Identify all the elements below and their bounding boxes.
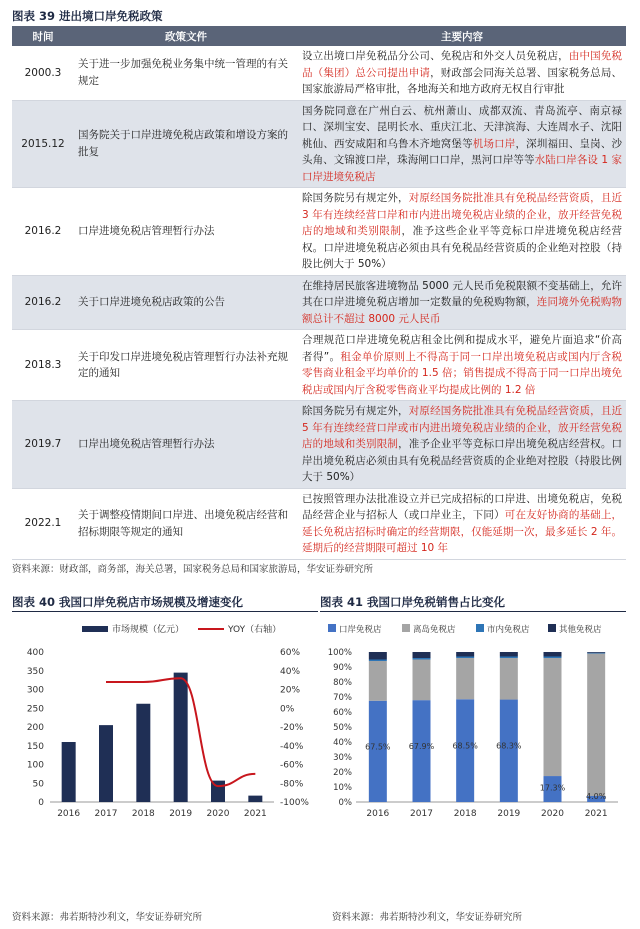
chart-40-source: 资料来源：弗若斯特沙利文，华安证券研究所 xyxy=(12,912,203,923)
content-text: ，深圳福田、皇岗、沙头角、文锦渡口岸，珠海闸口口岸，黑河口岸等等 xyxy=(302,137,623,166)
content-text: 设立出境口岸免税品分公司、免税店和外交人员免税店， xyxy=(302,50,569,62)
legend-label-line: YOY（右轴） xyxy=(228,624,282,635)
content-text: 国务院同意在广州白云、杭州萧山、成都双流、青岛流亭、南京禄口、深圳宝安、昆明长水、重庆江北、天津滨海、大连周水子、沈阳桃仙、西安咸阳和乌鲁木齐地窝堡等 xyxy=(302,104,622,150)
x-tick-label: 2019 xyxy=(169,808,193,819)
row-content xyxy=(298,401,626,489)
row-policy-doc: 关于调整疫情期间口岸进、出境免税店经营和招标期限等规定的通知 xyxy=(74,488,298,559)
highlight-text: 对原经国务院批准具有免税品经营资质，且近 3 年有连续经营口岸和市内进出境免税店业绩的企业，放开经营免税店的地域和类别限制 xyxy=(302,192,623,237)
table-header-row xyxy=(12,26,626,46)
y2-tick-label: -20% xyxy=(280,722,304,733)
y-tick-label: 100% xyxy=(327,647,352,658)
legend-swatch xyxy=(476,624,484,632)
market-size-bar xyxy=(62,742,76,802)
y2-tick-label: -80% xyxy=(280,778,304,789)
row-time: 2000.3 xyxy=(12,46,74,100)
row-time: 2022.1 xyxy=(12,488,74,559)
data-label: 68.3% xyxy=(496,741,522,751)
share-bar-segment xyxy=(544,656,562,658)
market-size-bar xyxy=(174,672,188,801)
data-label: 67.9% xyxy=(408,741,435,751)
share-bar-segment xyxy=(413,700,431,802)
y2-tick-label: 20% xyxy=(280,685,301,695)
row-content xyxy=(298,488,626,559)
highlight-text: 机场口岸 xyxy=(472,137,516,150)
y-tick-label: 50% xyxy=(333,722,352,733)
table-row xyxy=(12,488,626,559)
chart-40 xyxy=(12,592,318,830)
share-bar-segment xyxy=(500,656,518,658)
share-bar-segment xyxy=(456,652,474,657)
row-time: 2015.12 xyxy=(12,100,74,188)
chart-41-caption: 图表 41 我国口岸免税销售占比变化 xyxy=(320,592,626,612)
row-policy-doc: 口岸进境免税店管理暂行办法 xyxy=(74,188,298,276)
market-size-bar xyxy=(136,703,150,801)
x-tick-label: 2020 xyxy=(541,808,564,819)
market-size-bar xyxy=(99,725,113,802)
row-content xyxy=(298,46,626,100)
highlight-text: 可在友好协商的基础上，延长免税店招标时确定的经营期限，仅能延期一次，最多延长 2 年。延期后的经营期限可超过 10 年 xyxy=(302,509,623,554)
highlight-text: 水陆口岸各设 1 家口岸进境免税店 xyxy=(302,154,623,183)
y-tick-label: 0% xyxy=(338,797,352,808)
row-content xyxy=(298,188,626,276)
legend-swatch xyxy=(402,624,410,632)
legend-swatch-bar xyxy=(82,626,108,632)
legend-label: 市内免税店 xyxy=(487,624,530,635)
market-size-chart xyxy=(12,616,318,826)
content-text: 在维持居民旅客进境物品 5000 元人民币免税限额不变基础上，允许其在口岸进境免税店增加一定数量的免税购物额， xyxy=(302,279,622,308)
y2-tick-label: -40% xyxy=(280,741,304,752)
y-tick-label: 400 xyxy=(26,647,44,658)
table-row xyxy=(12,188,626,276)
content-text: 除国务院另有规定外， xyxy=(302,405,409,417)
highlight-text: 租金单价原则上不得高于同一口岸出境免税店或国内厅含税零售商业租金平均单价的 1.5 倍；销售提成不得高于同一口岸出境免税店或国内厅含税零售商业平均提成比例的 1.2 倍 xyxy=(302,350,622,396)
y-tick-label: 60% xyxy=(333,707,352,718)
content-text: ，准予这些企业平等竞标口岸进境免税店经营权。口岸进境免税店必须由具有免税品经营资质的企业绝对控股（持股比例大于 50%） xyxy=(302,225,623,270)
legend-label: 离岛免税店 xyxy=(413,624,456,635)
chart-41 xyxy=(320,592,626,830)
y-tick-label: 80% xyxy=(333,677,352,688)
sales-share-chart xyxy=(320,616,626,826)
chart-41-source: 资料来源：弗若斯特沙利文，华安证券研究所 xyxy=(332,912,523,923)
share-bar-segment xyxy=(500,699,518,801)
header-content: 主要内容 xyxy=(298,26,626,46)
y2-tick-label: 60% xyxy=(280,647,301,658)
content-text: 已按照管理办法批准设立并已完成招标的口岸进、出境免税店，免税品经营企业与招标人（或口岸业主，下同） xyxy=(302,492,622,521)
policy-table xyxy=(12,26,626,560)
y2-tick-label: -100% xyxy=(280,797,309,808)
share-bar-segment xyxy=(587,652,605,653)
x-tick-label: 2016 xyxy=(57,808,81,819)
table-row xyxy=(12,46,626,100)
header-doc: 政策文件 xyxy=(74,26,298,46)
y-tick-label: 10% xyxy=(333,782,352,793)
y-tick-label: 20% xyxy=(333,767,352,778)
y-tick-label: 90% xyxy=(333,662,352,673)
y-tick-label: 30% xyxy=(333,752,352,763)
y-tick-label: 0 xyxy=(38,797,44,808)
y2-tick-label: -60% xyxy=(280,760,304,770)
share-bar-segment xyxy=(587,653,605,796)
data-label: 67.5% xyxy=(365,741,391,751)
x-tick-label: 2016 xyxy=(366,808,390,819)
y-tick-label: 200 xyxy=(26,722,44,733)
row-time: 2018.3 xyxy=(12,330,74,401)
chart-40-caption: 图表 40 我国口岸免税店市场规模及增速变化 xyxy=(12,592,318,612)
share-bar-segment xyxy=(369,659,387,661)
content-text: 合理规范口岸进境免税店租金比例和提成水平，避免片面追求“价高者得”。 xyxy=(302,334,622,363)
share-bar-segment xyxy=(413,658,431,660)
share-bar-segment xyxy=(369,661,387,701)
table-source: 资料来源：财政部，商务部，海关总署，国家税务总局和国家旅游局，华安证券研究所 xyxy=(12,563,374,575)
row-policy-doc: 关于进一步加强免税业务集中统一管理的有关规定 xyxy=(74,46,298,100)
header-time: 时间 xyxy=(12,26,74,46)
table-row xyxy=(12,100,626,188)
content-text: ，财政部会同海关总署、国家税务总局、国家旅游局严格审批，各地海关和地方政府无权自行审批 xyxy=(302,66,623,95)
legend-label: 其他免税店 xyxy=(559,624,602,635)
row-content xyxy=(298,275,626,330)
row-time: 2019.7 xyxy=(12,401,74,489)
y-tick-label: 50 xyxy=(32,778,44,789)
content-text: 除国务院另有规定外， xyxy=(302,192,409,204)
share-bar-segment xyxy=(369,700,387,801)
row-policy-doc: 关于口岸进境免税店政策的公告 xyxy=(74,275,298,330)
y-tick-label: 100 xyxy=(26,760,44,770)
data-label: 17.3% xyxy=(539,783,566,793)
share-bar-segment xyxy=(369,652,387,660)
x-tick-label: 2021 xyxy=(243,808,267,819)
share-bar-segment xyxy=(500,658,518,700)
share-bar-segment xyxy=(544,658,562,776)
row-content xyxy=(298,100,626,188)
share-bar-segment xyxy=(413,659,431,700)
legend-swatch xyxy=(328,624,336,632)
share-bar-segment xyxy=(456,658,474,699)
x-tick-label: 2017 xyxy=(410,808,433,819)
data-label: 4.0% xyxy=(586,791,607,801)
x-tick-label: 2021 xyxy=(584,808,608,819)
y2-tick-label: 0% xyxy=(280,703,295,714)
x-tick-label: 2019 xyxy=(497,808,521,819)
data-label: 68.5% xyxy=(452,740,478,750)
y-tick-label: 250 xyxy=(26,703,44,714)
table-row xyxy=(12,401,626,489)
row-policy-doc: 关于印发口岸进境免税店管理暂行办法补充规定的通知 xyxy=(74,330,298,401)
highlight-text: 连同境外免税购物额总计不超过 8000 元人民币 xyxy=(302,296,623,325)
row-time: 2016.2 xyxy=(12,188,74,276)
share-bar-segment xyxy=(544,652,562,657)
market-size-bar xyxy=(248,795,262,801)
share-bar-segment xyxy=(500,652,518,657)
row-policy-doc: 口岸出境免税店管理暂行办法 xyxy=(74,401,298,489)
row-policy-doc: 国务院关于口岸进境免税店政策和增设方案的批复 xyxy=(74,100,298,188)
table-caption: 图表 39 进出境口岸免税政策 xyxy=(12,9,163,23)
legend-label: 口岸免税店 xyxy=(339,624,382,635)
highlight-text: 对原经国务院批准具有免税品经营资质，且近 5 年有连续经营口岸或市内进出境免税店业绩的企业，放开经营免税店的地域和类别限制 xyxy=(302,405,623,450)
x-tick-label: 2017 xyxy=(94,808,118,819)
legend-swatch xyxy=(548,624,556,632)
y-tick-label: 70% xyxy=(333,692,352,703)
share-bar-segment xyxy=(413,652,431,658)
y2-tick-label: 40% xyxy=(280,666,301,677)
y-tick-label: 40% xyxy=(333,737,352,748)
x-tick-label: 2018 xyxy=(131,808,155,819)
highlight-text: 由中国免税品（集团）总公司提出申请 xyxy=(302,50,623,79)
share-bar-segment xyxy=(587,652,605,653)
row-time: 2016.2 xyxy=(12,275,74,330)
share-bar-segment xyxy=(456,656,474,658)
table-row xyxy=(12,275,626,330)
content-text: ，准予企业平等竞标口岸出境免税店经营权。口岸出境免税店必须由具有免税品经营资质的企业绝对控股（持股比例大于 50%） xyxy=(302,438,623,483)
y-tick-label: 350 xyxy=(26,666,44,677)
y-tick-label: 300 xyxy=(26,685,44,695)
x-tick-label: 2018 xyxy=(453,808,477,819)
x-tick-label: 2020 xyxy=(206,808,230,819)
table-row xyxy=(12,330,626,401)
y-tick-label: 150 xyxy=(26,741,44,752)
share-bar-segment xyxy=(456,699,474,802)
legend-label-bar: 市场规模（亿元） xyxy=(112,624,185,635)
row-content xyxy=(298,330,626,401)
